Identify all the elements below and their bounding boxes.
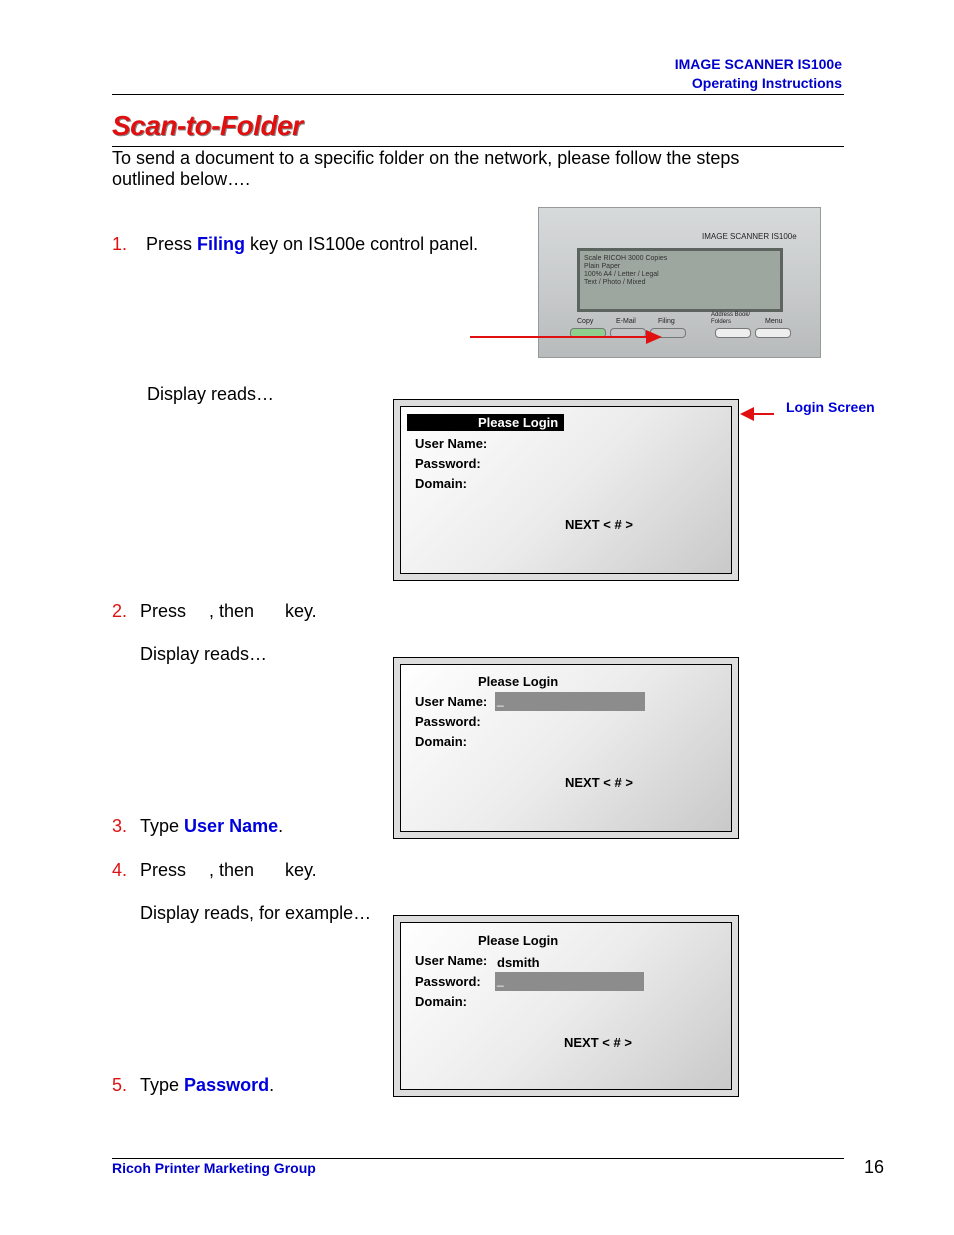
- photo-label-copy: Copy: [577, 318, 594, 325]
- step-3-number: 3.: [112, 816, 128, 836]
- lcd3-cursor: _: [497, 973, 504, 987]
- login-screen-arrow-icon: [740, 404, 780, 424]
- step-5-pre: Type: [140, 1075, 185, 1095]
- doc-header-subtitle: Operating Instructions: [691, 75, 842, 91]
- step-4-number: 4.: [112, 860, 128, 880]
- step-3-pre: Type: [140, 816, 185, 836]
- doc-header-title: IMAGE SCANNER IS100e: [674, 56, 842, 72]
- lcd2-password-label: Password:: [415, 714, 481, 729]
- lcd1-next: NEXT < # >: [565, 517, 633, 532]
- lcd-password-entry: [393, 915, 739, 1097]
- photo-label-menu: Menu: [765, 318, 783, 325]
- lcd3-next: NEXT < # >: [564, 1035, 632, 1050]
- footer-group: Ricoh Printer Marketing Group: [112, 1160, 316, 1176]
- title-rule: [112, 146, 844, 147]
- lcd1-user-label: User Name:: [415, 436, 488, 451]
- step-1-post: key on IS100e control panel.: [245, 234, 479, 254]
- lcd2-title: Please Login: [478, 674, 559, 689]
- step-4-key: key.: [285, 860, 317, 880]
- page-number: 16: [864, 1157, 885, 1177]
- step-3-key: User Name: [184, 816, 279, 836]
- header-rule: [112, 94, 844, 95]
- lcd1-title: Please Login: [407, 414, 564, 431]
- lcd2-username-field: [495, 692, 645, 711]
- lcd-username-entry: [393, 657, 739, 839]
- step-4-then: , then: [209, 860, 255, 880]
- lcd3-user-value: dsmith: [497, 955, 540, 970]
- step-5-post: .: [269, 1075, 275, 1095]
- lcd2-next: NEXT < # >: [565, 775, 633, 790]
- footer-rule: [112, 1158, 844, 1159]
- photo-address-book-button: [715, 328, 751, 338]
- lcd-login-screen: [393, 399, 739, 581]
- lcd3-password-label: Password:: [415, 974, 481, 989]
- arrow-to-filing-icon: [470, 327, 670, 347]
- lcd1-domain-label: Domain:: [415, 476, 467, 491]
- step-3-post: .: [278, 816, 284, 836]
- step-2-key: key.: [285, 601, 317, 621]
- login-screen-label: Login Screen: [786, 399, 875, 415]
- photo-label-filing: Filing: [658, 318, 675, 325]
- photo-label-email: E-Mail: [616, 318, 636, 325]
- photo-label-address-book: Address Book/ Folders: [711, 312, 751, 325]
- intro-line-2: outlined below….: [112, 169, 251, 189]
- step-1-key: Filing: [197, 234, 246, 254]
- photo-lcd-line-1: Scale RICOH 3000 Copies: [584, 255, 668, 262]
- step-2-number: 2.: [112, 601, 128, 621]
- lcd2-domain-label: Domain:: [415, 734, 467, 749]
- photo-lcd-line-3: 100% A4 / Letter / Legal: [584, 271, 659, 278]
- lcd3-title: Please Login: [478, 933, 559, 948]
- display-reads-1: Display reads…: [147, 384, 275, 404]
- lcd1-password-label: Password:: [415, 456, 481, 471]
- intro-line-1: To send a document to a specific folder on the network, please follow the steps: [112, 148, 740, 168]
- photo-lcd-line-2: Plain Paper: [584, 263, 621, 270]
- step-4-press: Press: [140, 860, 187, 880]
- lcd3-user-label: User Name:: [415, 953, 488, 968]
- lcd3-password-field: [495, 972, 644, 991]
- lcd3-domain-label: Domain:: [415, 994, 467, 1009]
- step-2-then: , then: [209, 601, 255, 621]
- step-5-key: Password: [184, 1075, 270, 1095]
- step-1: [112, 234, 478, 255]
- step-1-number: 1.: [112, 234, 128, 254]
- step-1-pre: Press: [146, 234, 198, 254]
- step-5: [112, 1075, 274, 1096]
- step-4: [112, 860, 127, 881]
- lcd2-cursor: _: [497, 693, 504, 707]
- photo-brand: IMAGE SCANNER IS100e: [702, 232, 797, 241]
- page-title: Scan-to-Folder: [112, 110, 303, 141]
- photo-lcd-line-4: Text / Photo / Mixed: [584, 279, 646, 286]
- photo-menu-button: [755, 328, 791, 338]
- step-2: [112, 601, 127, 622]
- step-2-press: Press: [140, 601, 187, 621]
- step-3: [112, 816, 283, 837]
- display-reads-example: Display reads, for example…: [140, 903, 372, 923]
- step-5-number: 5.: [112, 1075, 128, 1095]
- lcd2-user-label: User Name:: [415, 694, 488, 709]
- photo-lcd-screen: [577, 248, 783, 312]
- display-reads-2: Display reads…: [140, 644, 268, 664]
